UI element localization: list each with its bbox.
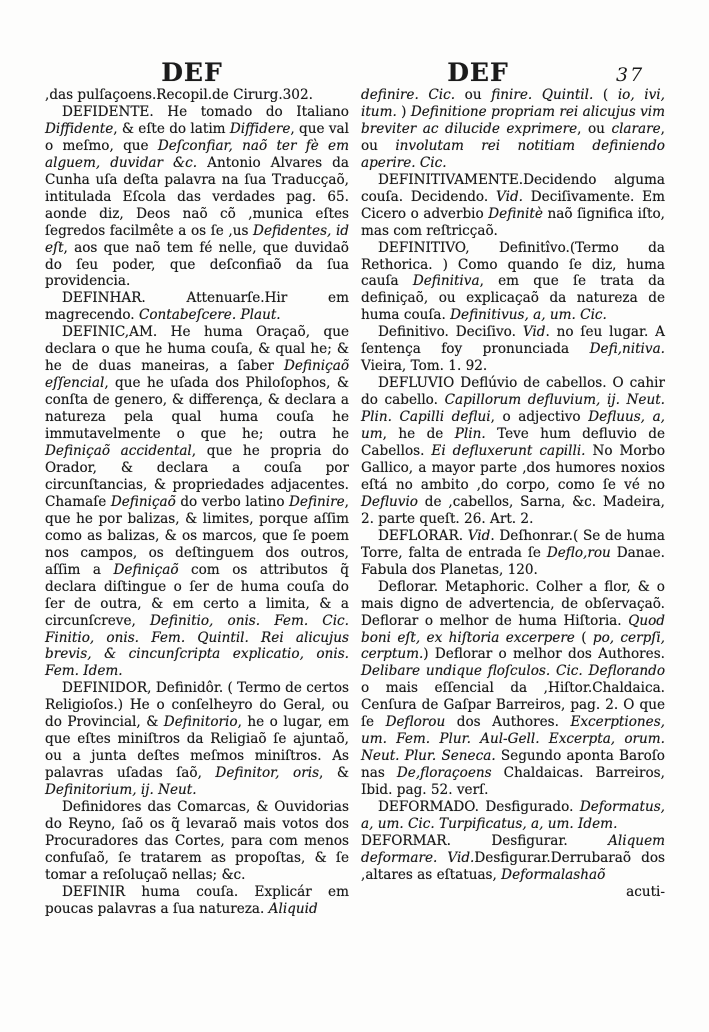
body-text: , & bbox=[319, 765, 349, 782]
latin-italic-text: Definitio, onis. Fem. Cic. Finitio, onis. Fem. Quintil. Rei alicujus brevis, & cincunſcripta explicatio, onis. Fem. Idem. bbox=[45, 612, 349, 680]
dictionary-paragraph bbox=[361, 172, 665, 240]
body-text: Deflorar. Metaphoric. Colher a flor, & o mais digno de advertencia, de obſervaçaõ. Deflorar o melhor de huma Hiſtoria. bbox=[361, 578, 665, 629]
body-text: , que he uſada dos Philoſophos, & conſta de genero, & differença, & declara a natureza pela qual huma couſa he immutavelmente o que he; outra he bbox=[45, 375, 349, 443]
body-text: , em que ſe trata da definiçaõ, ou explicaçaõ da natureza de huma couſa. bbox=[361, 273, 665, 324]
latin-italic-text: Definitorio bbox=[163, 714, 238, 731]
left-column bbox=[45, 87, 349, 918]
body-text: , & eſte do latim bbox=[113, 120, 230, 137]
latin-italic-text: Definitione propriam rei alicujus vim breviter ac dilucide exprimere bbox=[361, 103, 665, 137]
body-text: acuti- bbox=[626, 883, 665, 900]
latin-italic-text: Aliquem deformare. Vid. bbox=[361, 832, 665, 866]
body-text: , ou bbox=[577, 120, 612, 137]
catchword bbox=[361, 884, 665, 901]
dictionary-paragraph bbox=[45, 324, 349, 680]
body-text: DEFLORAR. bbox=[378, 527, 468, 544]
body-text: Chaldaicas. Barreiros, Ibid. pag. 52. verſ. bbox=[361, 765, 665, 799]
body-text: DEFLUVIO Deflúvio de cabellos. O cahir do cabello. bbox=[361, 375, 665, 409]
body-text: Teve hum defluvio de Cabellos. bbox=[361, 426, 665, 460]
body-text: de ,cabellos, Sarna, &c. Madeira, 2. parte queſt. 26. Art. 2. bbox=[361, 493, 665, 527]
latin-italic-text: Definiçaõ bbox=[110, 493, 176, 510]
body-text: Segundo aponta Baroſo nas bbox=[361, 748, 665, 782]
dictionary-paragraph bbox=[45, 884, 349, 918]
body-text: , ou bbox=[361, 120, 665, 154]
latin-italic-text: Definiçaõ accidental bbox=[45, 443, 192, 460]
latin-italic-text: Deflorou bbox=[385, 714, 446, 731]
dictionary-paragraph bbox=[361, 87, 665, 172]
latin-italic-text: Capillorum defluvium, ij. Neut. Plin. Capilli deflui bbox=[361, 392, 665, 426]
latin-italic-text: io, ivi, itum. bbox=[361, 87, 665, 120]
dictionary-paragraph bbox=[361, 375, 665, 528]
latin-italic-text: Definitor, oris bbox=[215, 765, 320, 782]
body-text: ) bbox=[396, 103, 411, 120]
body-text: ou bbox=[455, 87, 492, 103]
body-text: Danae. Fabula dos Planetas, 120. bbox=[361, 544, 665, 578]
body-text: Antonio Alvares da Cunha uſa deſta palavra na ſua Traducçaõ, intitulada Eſcola das verdades pag. 65. aonde diz, Deos naõ cõ ,munica eſtes ſegredos facilmête a os ſe ,us bbox=[45, 154, 349, 239]
latin-italic-text: Deformatus, a, um. Cic. Turpificatus, a, um. Idem. bbox=[361, 799, 665, 832]
body-text: DEFINIR huma couſa. Explicár em poucas palavras a ſua natureza. bbox=[45, 883, 349, 917]
dictionary-paragraph bbox=[45, 290, 349, 324]
body-text: DEFINIDOR, Definidôr. ( Termo de certos Religioſos.) He o conſelheyro do Geral, ou do Provincial, & bbox=[45, 680, 349, 731]
latin-italic-text: finire. Quintil. bbox=[491, 87, 594, 103]
latin-italic-text: De,floraçoens bbox=[396, 765, 492, 782]
body-text: , que he por balizas, & limites, porque aſſim como as balizas, & os marcos, que ſe poem nos campos, os deſtinguem dos outros, aſſim a bbox=[45, 493, 349, 578]
body-text: No Morbo Gallico, a mayor parte ,dos humores noxios eſtá no ambito ,do corpo, como ſe vé no bbox=[361, 443, 666, 493]
body-text: , que val o meſmo, que bbox=[45, 120, 350, 154]
body-text: naõ ſignifica iſto, mas com reſtricçaõ. bbox=[361, 205, 666, 239]
body-text: DEFINHAR. Attenuarſe.Hir em magrecendo. bbox=[45, 290, 349, 324]
latin-italic-text: Definitivus, a, um. Cic. bbox=[450, 307, 607, 324]
latin-italic-text: Contabeſcere. Plaut. bbox=[138, 307, 281, 324]
dictionary-paragraph bbox=[361, 240, 665, 325]
latin-italic-text: Vid. bbox=[496, 188, 523, 205]
dictionary-paragraph bbox=[361, 324, 665, 375]
body-text: ,das pulſaçoens.Recopil.de Cirurg.302. bbox=[45, 87, 313, 103]
body-text: o mais eſſencial da ,Hiſtor.Chaldaica. Cenſura de Gaſpar Barreiros, pag. 2. O que ſe bbox=[361, 680, 665, 731]
dictionary-paragraph bbox=[361, 833, 665, 884]
dictionary-paragraph bbox=[361, 579, 665, 799]
latin-italic-text: Excerptiones, um. Fem. Plur. Aul-Gell. Excerpta, orum. Neut. Plur. Seneca. bbox=[361, 714, 665, 765]
dictionary-paragraph bbox=[361, 799, 665, 833]
body-text: , que he propria do Orador, & declara a couſa por circunſtancias, & propriedades adjacentes. Chamaſe bbox=[45, 443, 349, 510]
latin-italic-text: Defluvio bbox=[361, 493, 418, 510]
body-text: Vieira, Tom. 1. 92. bbox=[361, 358, 488, 375]
latin-italic-text: po, cerpſi, cerptum. bbox=[361, 629, 665, 663]
latin-italic-text: Definiçaõ bbox=[113, 561, 179, 578]
body-text: ( bbox=[574, 629, 593, 646]
right-column bbox=[361, 87, 665, 901]
latin-italic-text: Definitè bbox=[488, 205, 543, 222]
latin-italic-text: Deflo,rou bbox=[546, 544, 611, 561]
body-text: Definitivo. Deciſivo. bbox=[378, 324, 523, 341]
body-text: DEFORMADO. Desfigurado. bbox=[378, 799, 580, 816]
latin-italic-text: Definitiva bbox=[412, 273, 480, 290]
body-text: , o adjectivo bbox=[490, 409, 589, 426]
latin-italic-text: Definiçaõ eſſencial bbox=[45, 358, 349, 392]
dictionary-paragraph bbox=[361, 528, 665, 579]
running-header-left: DEF bbox=[161, 58, 223, 87]
body-text: DEFINITIVAMENTE.Decidendo alguma couſa. Decidendo. bbox=[361, 171, 665, 205]
latin-italic-text: Diffidente bbox=[45, 120, 114, 137]
body-text: , he de bbox=[382, 426, 455, 443]
latin-italic-text: Plin. bbox=[454, 426, 486, 443]
dictionary-paragraph bbox=[45, 799, 349, 884]
latin-italic-text: definire. Cic. bbox=[361, 87, 456, 103]
latin-italic-text: Ei defluxerunt capilli. bbox=[431, 443, 586, 460]
body-text: DEFINIC,AM. He huma Oraçaõ, que declara o que he huma couſa, & qual he; & he de duas maneiras, a ſaber bbox=[45, 324, 349, 375]
latin-italic-text: Delibare undique floſculos. Cic. Deflorando bbox=[361, 663, 665, 680]
body-text: Deciſivamente. Em Cicero o adverbio bbox=[361, 188, 665, 222]
latin-italic-text: involutam rei notitiam definiendo aperire. Cic. bbox=[361, 137, 665, 171]
latin-italic-text: Deformalashaõ bbox=[501, 866, 606, 883]
latin-italic-text: clarare bbox=[611, 120, 661, 137]
body-text: dos Authores. bbox=[445, 714, 571, 731]
latin-italic-text: Defi,nitiva. bbox=[589, 341, 665, 358]
body-text: , he o lugar, em que eſtes miniſtros da Religiaõ ſe ajuntaõ, ou a junta deſtes meſmos miniſtros. As palavras uſadas ſaõ, bbox=[45, 714, 350, 782]
latin-italic-text: Definitorium, ij. Neut. bbox=[45, 782, 197, 799]
dictionary-paragraph bbox=[45, 87, 349, 104]
body-text: Desfigurar.Derrubaraõ dos ,altares as eſtatuas, bbox=[361, 849, 665, 883]
latin-italic-text: Definire bbox=[289, 493, 345, 510]
body-text: ( bbox=[593, 87, 618, 103]
body-text: , aos que naõ tem fé nelle, que duvidaõ do ſeu poder, que deſconfiaõ da ſua providencia. bbox=[45, 239, 349, 290]
latin-italic-text: Defluus, a, um bbox=[361, 409, 666, 443]
latin-italic-text: Quod boni eſt, ex hiſtoria excerpere bbox=[361, 612, 665, 646]
body-text: do verbo latino bbox=[175, 493, 290, 510]
page-number: 37 bbox=[616, 64, 645, 86]
body-text: DEFIDENTE. He tomado do Italiano bbox=[62, 103, 349, 120]
body-text: DEFINITIVO, Definitîvo.(Termo da Rethorica. ) Como quando ſe diz, huma cauſa bbox=[361, 239, 665, 290]
body-text: DEFORMAR. Desfigurar. bbox=[361, 832, 609, 849]
running-header-right: DEF bbox=[447, 58, 509, 87]
latin-italic-text: Diffidere bbox=[229, 120, 291, 137]
latin-italic-text: Aliquid bbox=[268, 900, 318, 917]
latin-italic-text: Deſconfiar, naõ ter fè em alguem, duvidar &c. bbox=[45, 137, 349, 171]
body-text: . Deſhonrar.( Se de huma Torre, falta de entrada ſe bbox=[361, 527, 665, 561]
latin-italic-text: Defidentes, id eſt bbox=[45, 222, 350, 256]
dictionary-paragraph bbox=[45, 680, 349, 799]
body-text: . no ſeu lugar. A ſentença foy pronunciada bbox=[361, 324, 665, 358]
latin-italic-text: Vid bbox=[522, 324, 546, 341]
dictionary-paragraph bbox=[45, 104, 349, 290]
body-text: Definidores das Comarcas, & Ouvidorias do Reyno, ſaõ os q̃ levaraõ mais votos dos Procuradores das Cortes, para com menos confuſaõ, ſe tratarem as propoſtas, & ſe tomar a reſoluçaõ nellas; &c. bbox=[45, 799, 349, 883]
latin-italic-text: Vid bbox=[467, 527, 491, 544]
body-text: com os attributos q̃ declara diſtingue o ſer de huma couſa do ſer de outra, & em certo a limita, & a circunſcreve, bbox=[45, 561, 349, 629]
body-text: ) Deflorar o melhor dos Authores. bbox=[423, 646, 665, 663]
